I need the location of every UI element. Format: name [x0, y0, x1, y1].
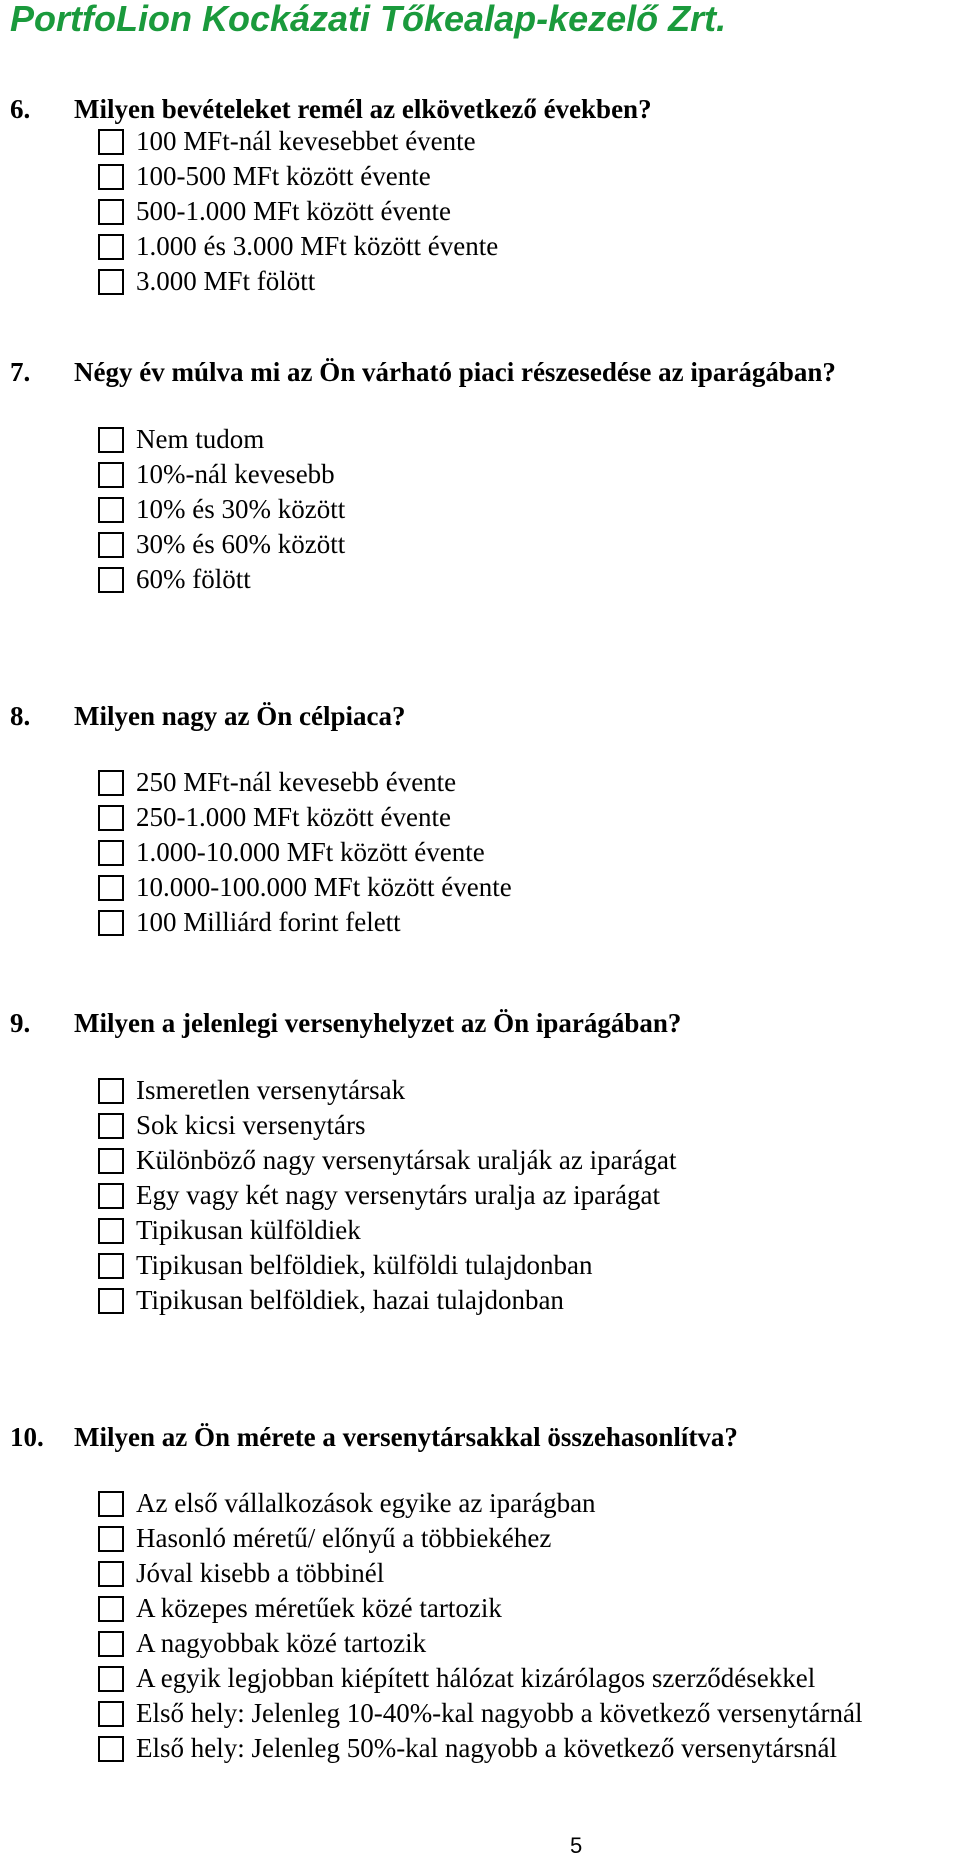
- option-label: Ismeretlen versenytársak: [136, 1075, 406, 1105]
- checkbox[interactable]: [98, 1078, 124, 1104]
- question-text: Milyen bevételeket remél az elkövetkező években?: [74, 94, 652, 124]
- question-number: 6.: [10, 94, 31, 124]
- option[interactable]: [98, 765, 512, 800]
- checkbox[interactable]: [98, 875, 124, 901]
- option-label: Nem tudom: [136, 424, 265, 454]
- checkbox[interactable]: [98, 770, 124, 796]
- checkbox[interactable]: [98, 199, 124, 225]
- option-label: 100 Milliárd forint felett: [136, 907, 401, 937]
- checkbox[interactable]: [98, 1288, 124, 1314]
- option-label: Sok kicsi versenytárs: [136, 1110, 366, 1140]
- option-label: Jóval kisebb a többinél: [136, 1558, 385, 1588]
- page-number: 5: [570, 1833, 583, 1858]
- question-text: Milyen nagy az Ön célpiaca?: [74, 701, 406, 731]
- option-label: 100 MFt-nál kevesebbet évente: [136, 126, 476, 156]
- option[interactable]: [98, 527, 345, 562]
- option[interactable]: [98, 905, 512, 940]
- option[interactable]: [98, 1696, 863, 1731]
- option-label: Első hely: Jelenleg 50%-kal nagyobb a következő versenytársnál: [136, 1733, 838, 1763]
- option-label: 500-1.000 MFt között évente: [136, 196, 451, 226]
- option-label: 60% fölött: [136, 564, 251, 594]
- option[interactable]: [98, 1661, 863, 1696]
- option[interactable]: [98, 1283, 677, 1318]
- option[interactable]: [98, 1626, 863, 1661]
- option-label: 250 MFt-nál kevesebb évente: [136, 767, 457, 797]
- question-7-heading: [10, 357, 836, 388]
- checkbox[interactable]: [98, 1218, 124, 1244]
- checkbox[interactable]: [98, 1666, 124, 1692]
- option[interactable]: [98, 1486, 863, 1521]
- question-number: 10.: [10, 1422, 44, 1452]
- option-label: Tipikusan belföldiek, külföldi tulajdonban: [136, 1250, 593, 1280]
- checkbox[interactable]: [98, 1596, 124, 1622]
- question-6-options: [98, 124, 498, 299]
- option-label: Különböző nagy versenytársak uralják az iparágat: [136, 1145, 677, 1175]
- checkbox[interactable]: [98, 269, 124, 295]
- option[interactable]: [98, 800, 512, 835]
- option[interactable]: [98, 492, 345, 527]
- question-9-heading: [10, 1008, 681, 1039]
- checkbox[interactable]: [98, 1526, 124, 1552]
- checkbox[interactable]: [98, 129, 124, 155]
- checkbox[interactable]: [98, 840, 124, 866]
- question-9-options: [98, 1073, 677, 1318]
- question-10-heading: [10, 1422, 738, 1453]
- checkbox[interactable]: [98, 532, 124, 558]
- option[interactable]: [98, 229, 498, 264]
- checkbox[interactable]: [98, 567, 124, 593]
- checkbox[interactable]: [98, 497, 124, 523]
- option[interactable]: [98, 194, 498, 229]
- option-label: A nagyobbak közé tartozik: [136, 1628, 427, 1658]
- option[interactable]: [98, 264, 498, 299]
- checkbox[interactable]: [98, 1491, 124, 1517]
- checkbox[interactable]: [98, 1148, 124, 1174]
- question-6-heading: [10, 94, 652, 125]
- checkbox[interactable]: [98, 805, 124, 831]
- checkbox[interactable]: [98, 164, 124, 190]
- checkbox[interactable]: [98, 1113, 124, 1139]
- checkbox[interactable]: [98, 1183, 124, 1209]
- option[interactable]: [98, 159, 498, 194]
- option-label: 10% és 30% között: [136, 494, 346, 524]
- company-header: PortfoLion Kockázati Tőkealap-kezelő Zrt.: [10, 0, 727, 39]
- question-text: Négy év múlva mi az Ön várható piaci részesedése az iparágában?: [74, 357, 836, 387]
- option-label: 1.000 és 3.000 MFt között évente: [136, 231, 499, 261]
- question-number: 8.: [10, 701, 31, 731]
- question-8-heading: [10, 701, 405, 732]
- option[interactable]: [98, 1521, 863, 1556]
- option-label: 1.000-10.000 MFt között évente: [136, 837, 485, 867]
- option[interactable]: [98, 835, 512, 870]
- option[interactable]: [98, 1143, 677, 1178]
- checkbox[interactable]: [98, 1561, 124, 1587]
- option-label: 3.000 MFt fölött: [136, 266, 316, 296]
- option[interactable]: [98, 124, 498, 159]
- option-label: 250-1.000 MFt között évente: [136, 802, 451, 832]
- question-number: 7.: [10, 357, 31, 387]
- option-label: A közepes méretűek közé tartozik: [136, 1593, 502, 1623]
- checkbox[interactable]: [98, 1736, 124, 1762]
- question-number: 9.: [10, 1008, 31, 1038]
- option[interactable]: [98, 422, 345, 457]
- checkbox[interactable]: [98, 1701, 124, 1727]
- question-10-options: [98, 1486, 863, 1766]
- checkbox[interactable]: [98, 910, 124, 936]
- option[interactable]: [98, 1591, 863, 1626]
- checkbox[interactable]: [98, 427, 124, 453]
- option-label: Tipikusan külföldiek: [136, 1215, 361, 1245]
- option[interactable]: [98, 457, 345, 492]
- checkbox[interactable]: [98, 462, 124, 488]
- option[interactable]: [98, 1108, 677, 1143]
- option[interactable]: [98, 1731, 863, 1766]
- option[interactable]: [98, 870, 512, 905]
- option-label: Egy vagy két nagy versenytárs uralja az iparágat: [136, 1180, 661, 1210]
- question-7-options: [98, 422, 345, 597]
- checkbox[interactable]: [98, 1253, 124, 1279]
- option-label: Tipikusan belföldiek, hazai tulajdonban: [136, 1285, 564, 1315]
- question-text: Milyen az Ön mérete a versenytársakkal összehasonlítva?: [74, 1422, 738, 1452]
- option[interactable]: [98, 1248, 677, 1283]
- option-label: 10%-nál kevesebb: [136, 459, 335, 489]
- option-label: 100-500 MFt között évente: [136, 161, 431, 191]
- option[interactable]: [98, 1073, 677, 1108]
- checkbox[interactable]: [98, 234, 124, 260]
- option[interactable]: [98, 1556, 863, 1591]
- option-label: Hasonló méretű/ előnyű a többiekéhez: [136, 1523, 552, 1553]
- checkbox[interactable]: [98, 1631, 124, 1657]
- option[interactable]: [98, 562, 345, 597]
- option-label: A egyik legjobban kiépített hálózat kizárólagos szerződésekkel: [136, 1663, 816, 1693]
- question-text: Milyen a jelenlegi versenyhelyzet az Ön iparágában?: [74, 1008, 682, 1038]
- option-label: Első hely: Jelenleg 10-40%-kal nagyobb a következő versenytárnál: [136, 1698, 863, 1728]
- question-8-options: [98, 765, 512, 940]
- option[interactable]: [98, 1178, 677, 1213]
- option-label: 10.000-100.000 MFt között évente: [136, 872, 512, 902]
- option-label: Az első vállalkozások egyike az iparágban: [136, 1488, 596, 1518]
- option-label: 30% és 60% között: [136, 529, 346, 559]
- option[interactable]: [98, 1213, 677, 1248]
